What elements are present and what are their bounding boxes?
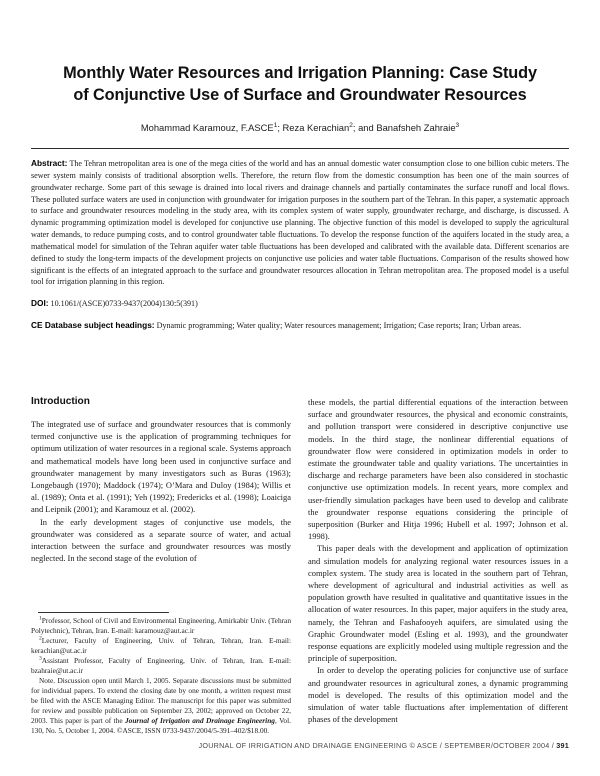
footnote-1: $^1$Professor, School of Civil and Environmental Engineering, Amirkabir Univ. (Tehran Polytechnic), Tehran, Iran. E-mail: karamouz@aut.ac.ir <box>31 615 291 636</box>
left-column <box>31 396 291 736</box>
page-footer: JOURNAL OF IRRIGATION AND DRAINAGE ENGINEERING © ASCE / SEPTEMBER/OCTOBER 2004 / 391 <box>198 741 569 750</box>
abstract-paragraph <box>31 157 569 288</box>
footnote-2: $^2$Lecturer, Faculty of Engineering, Univ. of Tehran, Tehran, Iran. E-mail: kerachian@ut.ac.ir <box>31 635 291 656</box>
abstract-block <box>31 157 569 288</box>
intro-paragraph-1: The integrated use of surface and groundwater resources that is commonly termed conjunctive use is the application of programming techniques for optimum utilization of water resources in a regional scale. Systems approach and mathematical models have long been used in conjunctive surface and groundwater management by many investigators such as Buras (1963); Longebaugh (1970); Maddock (1974); O’Mara and Duloy (1984); Willis et al. (1989); Onta et al. (1991); Yeh (1992); Fredericks et al. (1998); Loaiciga and Leipnik (2001); and Karamouz et al. (2002). <box>31 419 291 515</box>
intro-paragraph-4: This paper deals with the development and application of optimization and simulation models for analyzing regional water resources issues in a complex system. The study area is located in the southern part of Tehran, where development of agricultural and industrial activities as well as population growth have resulted in qualitative and quantitative issues in the allocation of water resources. In this paper, major aquifers in the study area, namely, the Tehran and Fashafooyeh aquifers, are simulated using the Graphic Groundwater model (Esling et al. 1993), and the groundwater response equations are explicitly modeled using multiple regression and the principle of superposition. <box>308 543 568 664</box>
intro-paragraph-5: In order to develop the operating policies for conjunctive use of surface and groundwater resources in agricultural zones, a dynamic programming model is developed. The results of this optimization model and the simulation of water table fluctuations after implementation of different phases of the development <box>308 665 568 725</box>
keywords-line <box>31 319 569 332</box>
abstract-label: Abstract: <box>31 158 68 168</box>
author-list: Mohammad Karamouz, F.ASCE$^1$; Reza Kerachian$^2$; and Banafsheh Zahraie$^3$ <box>140 121 460 133</box>
footnote-3: $^3$Assistant Professor, Faculty of Engineering, Univ. of Tehran, Iran. E-mail: bzahraie@ut.ac.ir <box>31 655 291 676</box>
intro-paragraph-3: these models, the partial differential equations of the interaction between surface and groundwater resources, the physical and economic constraints, and pollution transport were considered in descriptive conjunctive use models. In the third stage, the nonlinear differential equations of groundwater flow were considered in optimization models in order to estimate the groundwater table and quality variations. The uncertainties in discharge and recharge parameters have been also considered in stochastic conjunctive use optimization models. In recent years, more complex and user-friendly simulation packages have been used to develop and calibrate the groundwater response equations considering the principle of superposition (Burker and Hitja 1996; Hubell et al. 1997; Johnson et al. 1998). <box>308 397 568 542</box>
doi-value: 10.1061/(ASCE)0733-9437(2004)130:5(391) <box>50 299 198 309</box>
body-columns <box>31 396 569 736</box>
section-heading-introduction: Introduction <box>31 396 90 407</box>
footnote-publication-note: Note. Discussion open until March 1, 2005. Separate discussions must be submitted for individual papers. To extend the closing date by one month, a written request must be filed with the ASCE Managing Editor. The manuscript for this paper was submitted for review and possible publication on September 23, 2002; approved on October 22, 2003. This paper is part of the Journal of Irrigation and Drainage Engineering, Vol. 130, No. 5, October 1, 2004. ©ASCE, ISSN 0733-9437/2004/5-391–402/$18.00. <box>31 676 291 736</box>
footnotes-block <box>31 612 291 736</box>
intro-paragraph-2: In the early development stages of conjunctive use models, the groundwater was considered as a separate source of water, and actual interaction between the surface and groundwater resources was mostly neglected. In the second stage of the evolution of <box>31 516 291 564</box>
right-column <box>308 396 568 736</box>
doi-line <box>31 297 569 310</box>
abstract-divider <box>31 148 569 149</box>
doi-label: DOI: <box>31 298 49 309</box>
footnote-divider <box>38 612 169 613</box>
page-title: Monthly Water Resources and Irrigation Planning: Case Study of Conjunctive Use of Surface and Groundwater Resources <box>63 64 537 104</box>
keywords-value: Dynamic programming; Water quality; Water resources management; Irrigation; Case reports; Iran; Urban areas. <box>156 321 522 331</box>
abstract-text: The Tehran metropolitan area is one of the mega cities of the world and has an annual domestic water consumption close to one billion cubic meters. The sewer system mainly consists of traditional absorption wells. Therefore, the return flow from the domestic consumption has been one of the main sources of groundwater recharge. Some part of this sewage is drained into local rivers and drainage channels and partially contaminates the surface runoff and local flows. These polluted surface waters are used in conjunction with groundwater for irrigation purposes in the southern part of the Tehran. In this paper, a systematic approach to surface and groundwater resources modeling in the study area, with its complex system of water supply, groundwater recharge, and discharge, is discussed. A dynamic programming optimization model is developed for conjunctive use planning. The objective function of this model is developed to supply the agricultural water demands, to reduce pumping costs, and to control groundwater table fluctuations. To develop the response function of the aquifers located in the study area, a mathematical model for simulation of the Tehran aquifer water table fluctuations has been developed and calibrated with the available data. Different scenarios are defined to study the long-term impacts of the development projects on conjunctive use policies and water table fluctuations. Comparison of the results showed how significant is the effects of an integrated approach to the surface and groundwater resources allocation in Tehran metropolitan area. The proposed model is a useful tool for irrigation planning in this region. <box>31 159 569 287</box>
keywords-label: CE Database subject headings: <box>31 320 155 331</box>
